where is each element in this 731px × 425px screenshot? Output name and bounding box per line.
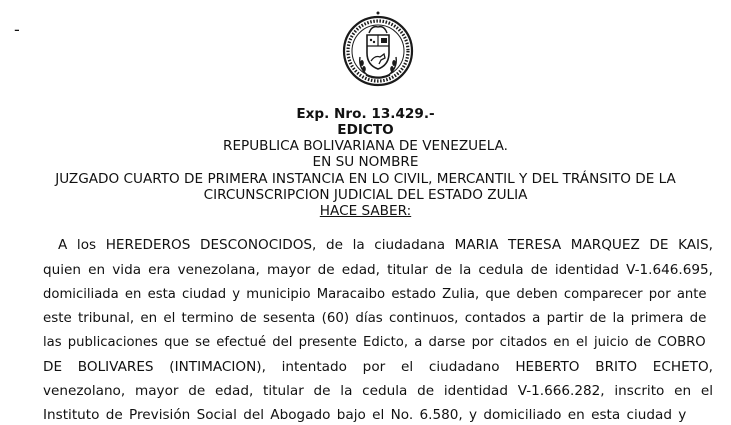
body-line: quien en vida era venezolana, mayor de edad, titular de la cedula de identidad V-1.646.695, [43, 262, 713, 278]
body-line: las publicaciones que se efectué del presente Edicto, a darse por citados en el juicio de COBRO [43, 335, 706, 350]
edict-title: EDICTO [337, 122, 394, 138]
hace-saber-heading: HACE SABER: [319, 203, 412, 219]
body-line: este tribunal, en el termino de sesenta (60) días continuos, contados a partir de la primera de [43, 311, 707, 326]
court-seal-icon [338, 5, 418, 97]
body-line: A los HEREDEROS DESCONOCIDOS, de la ciudadana MARIA TERESA MARQUEZ DE KAIS, [58, 237, 713, 253]
margin-mark: - [14, 20, 20, 39]
body-line: DE BOLIVARES (INTIMACION), intentado por el ciudadano HEBERTO BRITO ECHETO, [43, 359, 713, 375]
body-line: domiciliada en esta ciudad y municipio Maracaibo estado Zulia, que deben comparecer por ante [43, 287, 707, 302]
republic-line: REPUBLICA BOLIVARIANA DE VENEZUELA. [223, 138, 508, 154]
body-line: venezolano, mayor de edad, titular de la cedula de identidad V-1.666.282, inscrito en el [43, 383, 713, 399]
en-su-nombre-line: EN SU NOMBRE [312, 154, 419, 170]
court-name-line-2: CIRCUNSCRIPCION JUDICIAL DEL ESTADO ZULIA [203, 187, 528, 203]
court-name-line-1: JUZGADO CUARTO DE PRIMERA INSTANCIA EN LO CIVIL, MERCANTIL Y DEL TRÁNSITO DE LA [55, 171, 676, 187]
body-line: Instituto de Previsión Social del Abogado bajo el No. 6.580, y domiciliado en esta ciudad y [43, 407, 687, 423]
expediente-number: Exp. Nro. 13.429.- [296, 106, 435, 122]
